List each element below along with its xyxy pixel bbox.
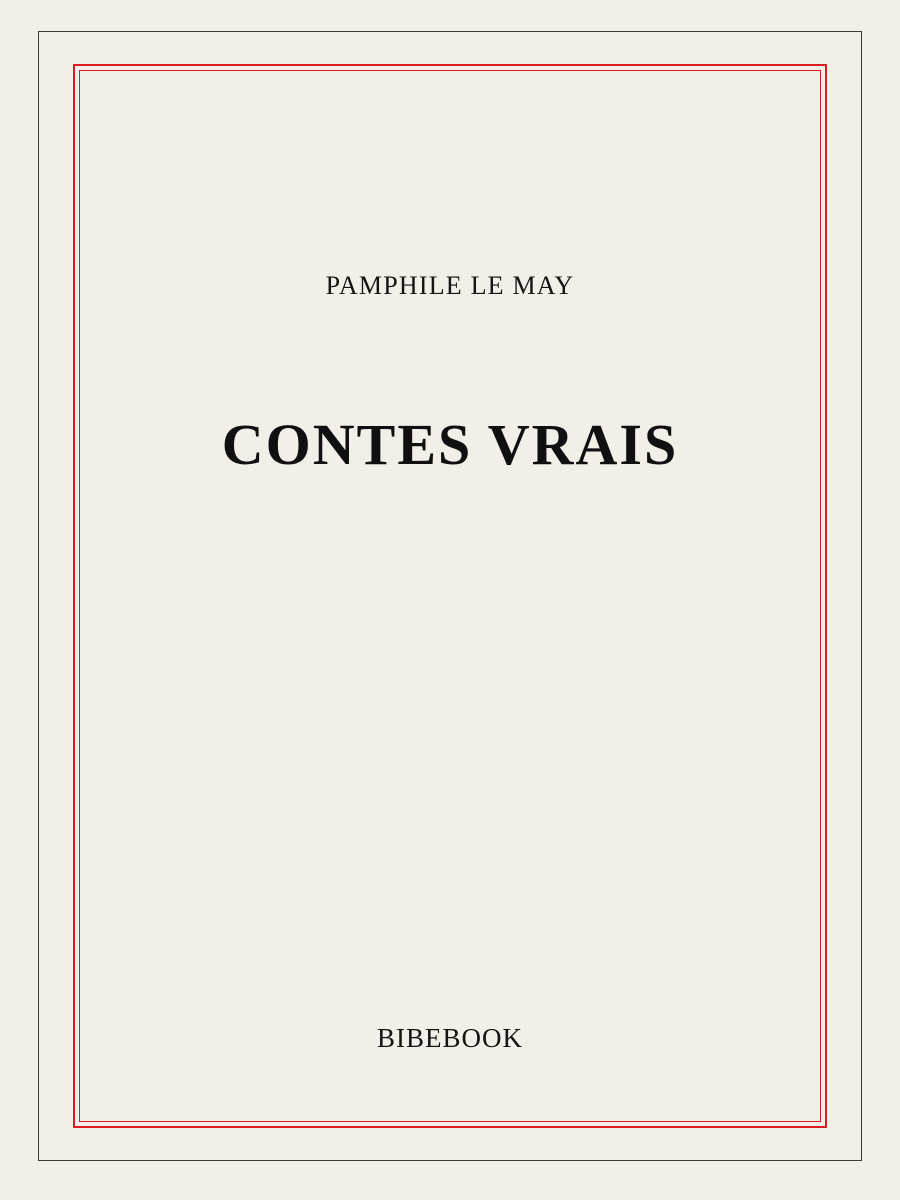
- author-name: PAMPHILE LE MAY: [325, 271, 575, 300]
- cover-content: [80, 71, 820, 1121]
- publisher-name: BIBEBOOK: [376, 1023, 523, 1053]
- book-title: CONTES VRAIS: [221, 412, 679, 477]
